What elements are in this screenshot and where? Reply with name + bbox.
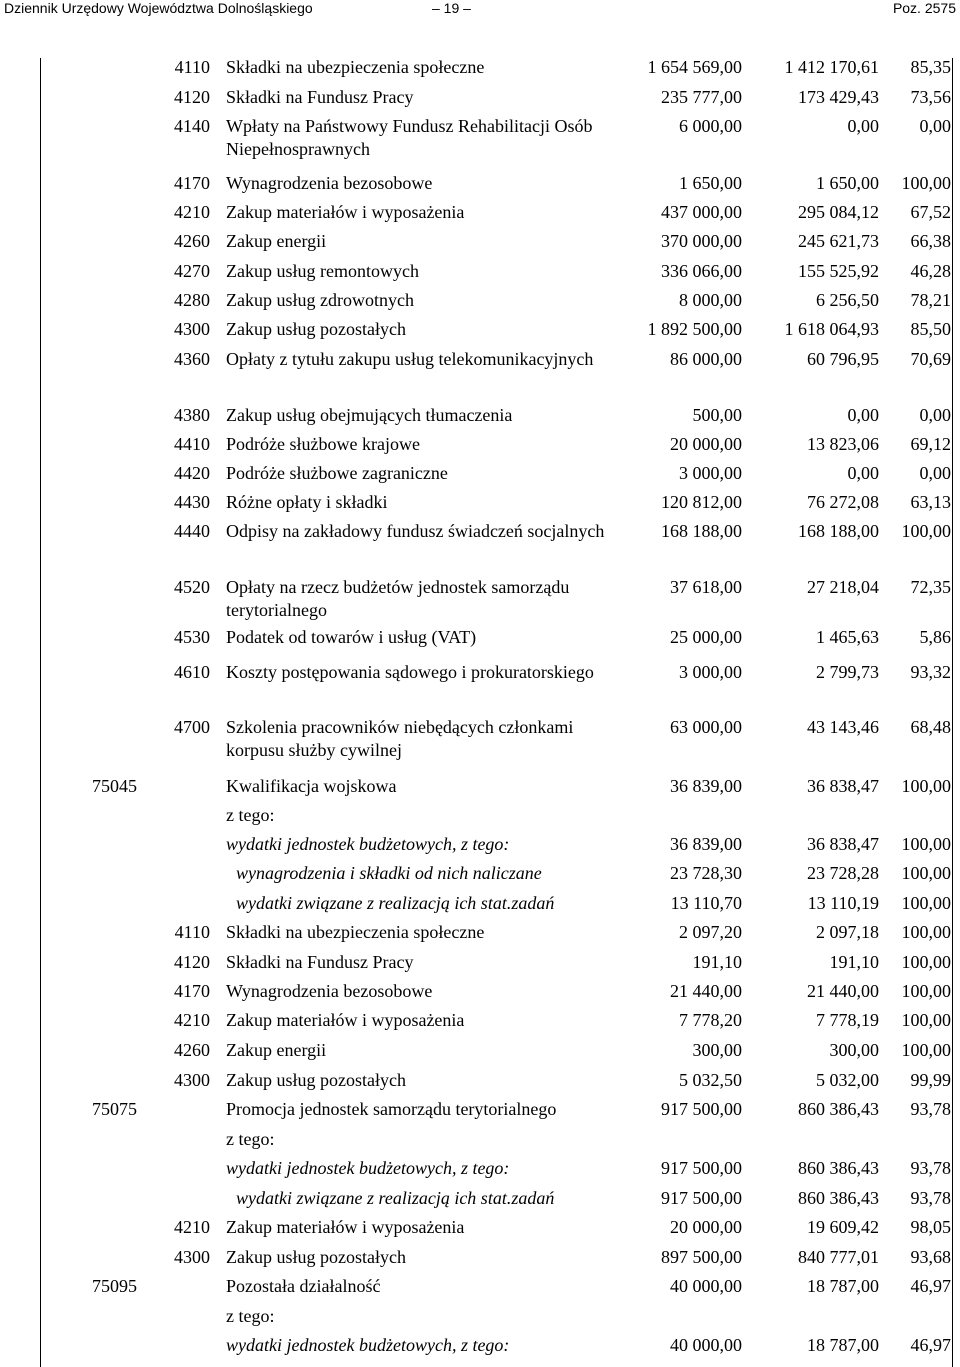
paragraph-code: 4260 (174, 231, 210, 251)
execution-percent: 85,50 (910, 319, 951, 339)
paragraph-code: 4170 (174, 981, 210, 1001)
item-name: Promocja jednostek samorządu terytorialnego (226, 1099, 557, 1119)
executed-amount: 76 272,08 (807, 492, 879, 512)
executed-amount: 18 787,00 (807, 1335, 879, 1355)
paragraph-code: 4440 (174, 521, 210, 541)
executed-amount: 6 256,50 (816, 290, 879, 310)
execution-percent: 100,00 (901, 1010, 951, 1030)
item-name: z tego: (226, 805, 275, 825)
item-name: Wynagrodzenia bezosobowe (226, 173, 433, 193)
execution-percent: 100,00 (901, 521, 951, 541)
executed-amount: 860 386,43 (798, 1188, 879, 1208)
plan-amount: 168 188,00 (661, 521, 742, 541)
execution-percent: 0,00 (919, 463, 951, 483)
paragraph-code: 4360 (174, 349, 210, 369)
item-name: Opłaty na rzecz budżetów jednostek samorządu terytorialnego (226, 577, 570, 620)
item-name: Wpłaty na Państwowy Fundusz Rehabilitacji Osób Niepełnosprawnych (226, 116, 593, 159)
executed-amount: 23 728,28 (807, 863, 879, 883)
item-name: wydatki związane z realizacją ich stat.zadań (236, 1188, 555, 1208)
item-name: Zakup materiałów i wyposażenia (226, 202, 465, 222)
item-name: Koszty postępowania sądowego i prokuratorskiego (226, 662, 594, 682)
journal-title: Dziennik Urzędowy Województwa Dolnośląskiego (4, 0, 313, 16)
executed-amount: 60 796,95 (807, 349, 879, 369)
item-name: wydatki jednostek budżetowych, z tego: (226, 834, 510, 854)
paragraph-code: 4610 (174, 662, 210, 682)
item-name: z tego: (226, 1306, 275, 1326)
item-name: Zakup usług obejmujących tłumaczenia (226, 405, 513, 425)
plan-amount: 1 650,00 (679, 173, 742, 193)
execution-percent: 100,00 (901, 834, 951, 854)
item-name: Zakup materiałów i wyposażenia (226, 1217, 465, 1237)
paragraph-code: 4210 (174, 1217, 210, 1237)
item-name: wynagrodzenia i składki od nich naliczane (236, 863, 542, 883)
execution-percent: 98,05 (910, 1217, 951, 1237)
executed-amount: 2 799,73 (816, 662, 879, 682)
plan-amount: 300,00 (692, 1040, 742, 1060)
execution-percent: 63,13 (910, 492, 951, 512)
executed-amount: 191,10 (829, 952, 879, 972)
executed-amount: 155 525,92 (798, 261, 879, 281)
item-name: Zakup energii (226, 1040, 327, 1060)
item-name: Składki na ubezpieczenia społeczne (226, 57, 485, 77)
item-name: Zakup usług pozostałych (226, 1247, 406, 1267)
plan-amount: 370 000,00 (661, 231, 742, 251)
plan-amount: 40 000,00 (670, 1335, 742, 1355)
plan-amount: 40 000,00 (670, 1276, 742, 1296)
executed-amount: 245 621,73 (798, 231, 879, 251)
plan-amount: 897 500,00 (661, 1247, 742, 1267)
execution-percent: 100,00 (901, 952, 951, 972)
paragraph-code: 4280 (174, 290, 210, 310)
execution-percent: 5,86 (919, 627, 951, 647)
plan-amount: 20 000,00 (670, 1217, 742, 1237)
paragraph-code: 4300 (174, 1247, 210, 1267)
executed-amount: 21 440,00 (807, 981, 879, 1001)
executed-amount: 300,00 (829, 1040, 879, 1060)
item-name: Opłaty z tytułu zakupu usług telekomunikacyjnych (226, 349, 594, 369)
executed-amount: 0,00 (847, 463, 879, 483)
paragraph-code: 4300 (174, 1070, 210, 1090)
item-name: Wynagrodzenia bezosobowe (226, 981, 433, 1001)
page-number: – 19 – (432, 0, 471, 16)
paragraph-code: 4140 (174, 116, 210, 136)
plan-amount: 336 066,00 (661, 261, 742, 281)
executed-amount: 1 412 170,61 (784, 57, 879, 77)
execution-percent: 100,00 (901, 981, 951, 1001)
item-name: Zakup usług pozostałych (226, 319, 406, 339)
executed-amount: 13 110,19 (807, 893, 879, 913)
executed-amount: 0,00 (847, 405, 879, 425)
paragraph-code: 4170 (174, 173, 210, 193)
section-code: 75095 (92, 1276, 137, 1296)
paragraph-code: 4210 (174, 202, 210, 222)
item-name: Zakup usług zdrowotnych (226, 290, 414, 310)
execution-percent: 0,00 (919, 405, 951, 425)
execution-percent: 100,00 (901, 922, 951, 942)
executed-amount: 1 465,63 (816, 627, 879, 647)
item-name: Zakup usług remontowych (226, 261, 419, 281)
item-name: Różne opłaty i składki (226, 492, 388, 512)
plan-amount: 3 000,00 (679, 463, 742, 483)
executed-amount: 7 778,19 (816, 1010, 879, 1030)
plan-amount: 6 000,00 (679, 116, 742, 136)
plan-amount: 63 000,00 (670, 717, 742, 737)
executed-amount: 295 084,12 (798, 202, 879, 222)
plan-amount: 1 654 569,00 (647, 57, 742, 77)
plan-amount: 5 032,50 (679, 1070, 742, 1090)
paragraph-code: 4210 (174, 1010, 210, 1030)
paragraph-code: 4520 (174, 577, 210, 597)
executed-amount: 13 823,06 (807, 434, 879, 454)
plan-amount: 120 812,00 (661, 492, 742, 512)
item-name: Podróże służbowe zagraniczne (226, 463, 448, 483)
execution-percent: 100,00 (901, 863, 951, 883)
executed-amount: 36 838,47 (807, 834, 879, 854)
plan-amount: 191,10 (692, 952, 742, 972)
plan-amount: 2 097,20 (679, 922, 742, 942)
execution-percent: 93,32 (910, 662, 951, 682)
execution-percent: 85,35 (910, 57, 951, 77)
plan-amount: 25 000,00 (670, 627, 742, 647)
plan-amount: 7 778,20 (679, 1010, 742, 1030)
execution-percent: 100,00 (901, 893, 951, 913)
execution-percent: 0,00 (919, 116, 951, 136)
item-name: Zakup usług pozostałych (226, 1070, 406, 1090)
item-name: Składki na Fundusz Pracy (226, 87, 414, 107)
plan-amount: 3 000,00 (679, 662, 742, 682)
execution-percent: 78,21 (910, 290, 951, 310)
plan-amount: 36 839,00 (670, 776, 742, 796)
execution-percent: 69,12 (910, 434, 951, 454)
table-border-right (952, 58, 953, 1367)
execution-percent: 46,28 (910, 261, 951, 281)
execution-percent: 72,35 (910, 577, 951, 597)
executed-amount: 168 188,00 (798, 521, 879, 541)
plan-amount: 86 000,00 (670, 349, 742, 369)
plan-amount: 1 892 500,00 (647, 319, 742, 339)
executed-amount: 18 787,00 (807, 1276, 879, 1296)
execution-percent: 100,00 (901, 776, 951, 796)
paragraph-code: 4380 (174, 405, 210, 425)
paragraph-code: 4260 (174, 1040, 210, 1060)
section-code: 75045 (92, 776, 137, 796)
item-name: Zakup materiałów i wyposażenia (226, 1010, 465, 1030)
executed-amount: 2 097,18 (816, 922, 879, 942)
plan-amount: 235 777,00 (661, 87, 742, 107)
executed-amount: 860 386,43 (798, 1099, 879, 1119)
execution-percent: 46,97 (910, 1335, 951, 1355)
plan-amount: 13 110,70 (670, 893, 742, 913)
execution-percent: 46,97 (910, 1276, 951, 1296)
executed-amount: 840 777,01 (798, 1247, 879, 1267)
execution-percent: 100,00 (901, 173, 951, 193)
plan-amount: 917 500,00 (661, 1099, 742, 1119)
item-name: Podróże służbowe krajowe (226, 434, 420, 454)
paragraph-code: 4270 (174, 261, 210, 281)
position-number: Poz. 2575 (892, 0, 956, 16)
plan-amount: 8 000,00 (679, 290, 742, 310)
execution-percent: 99,99 (910, 1070, 951, 1090)
executed-amount: 19 609,42 (807, 1217, 879, 1237)
plan-amount: 917 500,00 (661, 1158, 742, 1178)
paragraph-code: 4120 (174, 87, 210, 107)
execution-percent: 93,78 (910, 1099, 951, 1119)
item-name: wydatki związane z realizacją ich stat.zadań (236, 893, 555, 913)
item-name: wydatki jednostek budżetowych, z tego: (226, 1158, 510, 1178)
executed-amount: 36 838,47 (807, 776, 879, 796)
item-name: wydatki jednostek budżetowych, z tego: (226, 1335, 510, 1355)
item-name: Składki na ubezpieczenia społeczne (226, 922, 485, 942)
plan-amount: 500,00 (692, 405, 742, 425)
paragraph-code: 4700 (174, 717, 210, 737)
table-border-left (40, 58, 41, 1367)
item-name: Szkolenia pracowników niebędących członkami korpusu służby cywilnej (226, 717, 574, 760)
execution-percent: 100,00 (901, 1040, 951, 1060)
item-name: Składki na Fundusz Pracy (226, 952, 414, 972)
plan-amount: 20 000,00 (670, 434, 742, 454)
item-name: Podatek od towarów i usług (VAT) (226, 627, 477, 647)
paragraph-code: 4110 (174, 922, 210, 942)
plan-amount: 21 440,00 (670, 981, 742, 1001)
execution-percent: 66,38 (910, 231, 951, 251)
paragraph-code: 4120 (174, 952, 210, 972)
execution-percent: 70,69 (910, 349, 951, 369)
paragraph-code: 4530 (174, 627, 210, 647)
executed-amount: 5 032,00 (816, 1070, 879, 1090)
execution-percent: 93,78 (910, 1158, 951, 1178)
plan-amount: 37 618,00 (670, 577, 742, 597)
executed-amount: 0,00 (847, 116, 879, 136)
item-name: Pozostała działalność (226, 1276, 381, 1296)
execution-percent: 93,78 (910, 1188, 951, 1208)
item-name: Odpisy na zakładowy fundusz świadczeń socjalnych (226, 521, 605, 541)
executed-amount: 27 218,04 (807, 577, 879, 597)
plan-amount: 36 839,00 (670, 834, 742, 854)
executed-amount: 173 429,43 (798, 87, 879, 107)
paragraph-code: 4420 (174, 463, 210, 483)
executed-amount: 43 143,46 (807, 717, 879, 737)
item-name: Zakup energii (226, 231, 327, 251)
execution-percent: 73,56 (910, 87, 951, 107)
executed-amount: 1 618 064,93 (784, 319, 879, 339)
plan-amount: 437 000,00 (661, 202, 742, 222)
paragraph-code: 4110 (174, 57, 210, 77)
executed-amount: 1 650,00 (816, 173, 879, 193)
execution-percent: 93,68 (910, 1247, 951, 1267)
execution-percent: 68,48 (910, 717, 951, 737)
paragraph-code: 4300 (174, 319, 210, 339)
paragraph-code: 4410 (174, 434, 210, 454)
plan-amount: 917 500,00 (661, 1188, 742, 1208)
executed-amount: 860 386,43 (798, 1158, 879, 1178)
execution-percent: 67,52 (910, 202, 951, 222)
paragraph-code: 4430 (174, 492, 210, 512)
section-code: 75075 (92, 1099, 137, 1119)
item-name: z tego: (226, 1129, 275, 1149)
plan-amount: 23 728,30 (670, 863, 742, 883)
item-name: Kwalifikacja wojskowa (226, 776, 397, 796)
